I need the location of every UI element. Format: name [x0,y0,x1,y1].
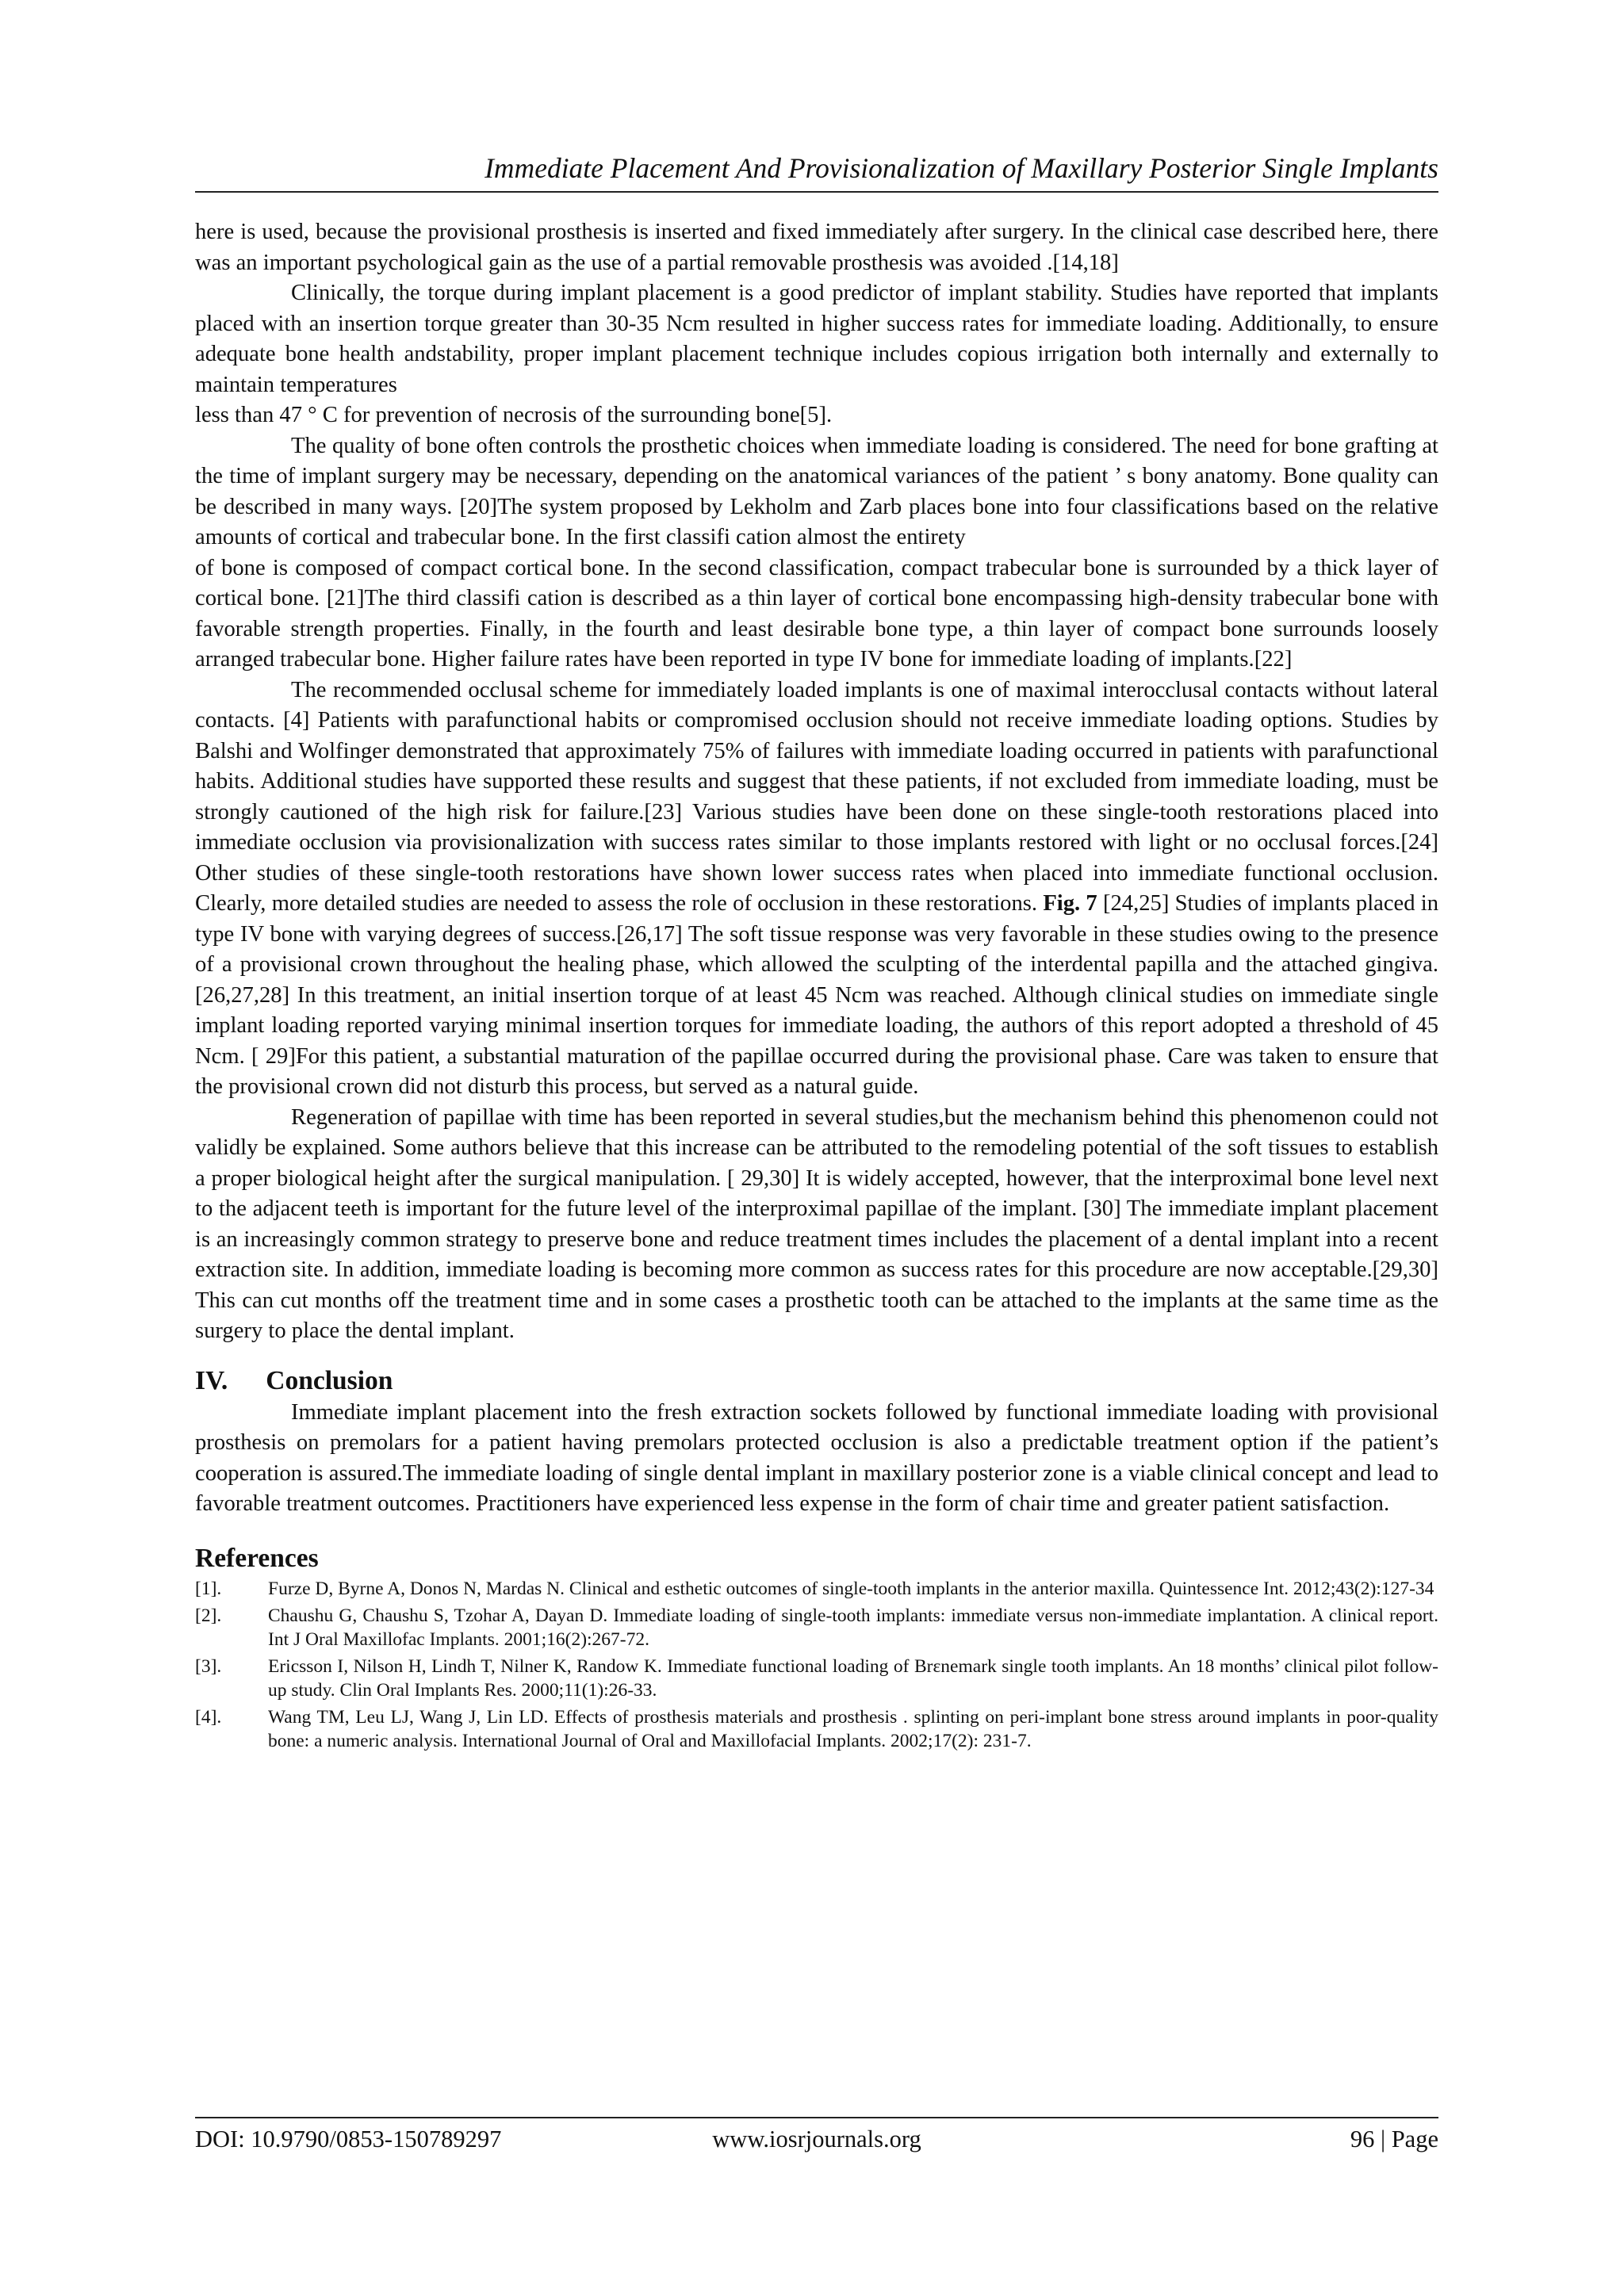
footer-rule [195,2117,1438,2118]
reference-item [195,1655,1438,1702]
paragraph: Clinically, the torque during implant placement is a good predictor of implant stability. Studies have reported that implants placed with an insertion torque greater than 30-35 Ncm resulted in higher success rates for immediate loading. Additionally, to ensure adequate bone health andstability, proper implant placement technique includes copious irrigation both internally and externally to maintain temperatures [195,281,1438,397]
conclusion-paragraph: Immediate implant placement into the fresh extraction sockets followed by functional immediate loading with provisional prosthesis on premolars for a patient having premolars protected occlusion is also a predictable treatment option if the patient’s cooperation is assured.The immediate loading of single dental implant in maxillary posterior zone is a viable clinical concept and lead to favorable treatment outcomes. Practitioners have experienced less expense in the form of chair time and greater patient satisfaction. [195,1399,1438,1516]
paper-page [195,0,1438,2296]
footer-website: www.iosrjournals.org [712,2126,921,2152]
paragraph: less than 47 ° C for prevention of necrosis of the surrounding bone[5]. [195,403,833,427]
reference-item [195,1705,1438,1753]
figure-reference: Fig. 7 [1043,891,1097,916]
reference-text: Ericsson I, Nilson H, Lindh T, Nilner K, Randow K. Immediate functional loading of Brεnemark single tooth implants. An 18 months’ clinical pilot follow-up study. Clin Oral Implants Res. 2000;11(1):26-33. [268,1655,1438,1701]
reference-number: [2]. [195,1605,222,1626]
paragraph: Regeneration of papillae with time has been reported in several studies,but the mechanism behind this phenomenon could not validly be explained. Some authors believe that this increase can be attributed to the remodeling potential of the soft tissues to establish a proper biological height after the surgical manipulation. [ 29,30] It is widely accepted, however, that the interproximal bone level next to the adjacent teeth is important for the future level of the interproximal papillae of the implant. [30] The immediate implant placement is an increasingly common strategy to preserve bone and reduce treatment times includes the placement of a dental implant into a recent extraction site. In addition, immediate loading is becoming more common as success rates for this procedure are now acceptable.[29,30] This can cut months off the treatment time and in some cases a prosthetic tooth can be attached to the implants at the same time as the surgery to place the dental implant. [195,1104,1438,1343]
reference-number: [1]. [195,1578,222,1599]
paragraph: The quality of bone often controls the prosthetic choices when immediate loading is considered. The need for bone grafting at the time of implant surgery may be necessary, depending on the anatomical variances of the patient ’ s bony anatomy. Bone quality can be described in many ways. [20]The system proposed by Lekholm and Zarb places bone into four classifications based on the relative amounts of cortical and trabecular bone. In the first classifi cation almost the entirety [195,433,1438,549]
paragraph-text: The recommended occlusal scheme for immediately loaded implants is one of maximal interocclusal contacts without lateral contacts. [4] Patients with parafunctional habits or compromised occlusion should not receive immediate loading options. Studies by Balshi and Wolfinger demonstrated that approximately 75% of failures with immediate loading occurred in patients with parafunctional habits. Additional studies have supported these results and suggest that these patients, if not excluded from immediate loading, must be strongly cautioned of the high risk for failure.[23] Various studies have been done on these single-tooth restorations placed into immediate occlusion via provisionalization with success rates similar to those implants restored with light or no occlusal forces.[24] Other studies of these single-tooth restorations have shown lower success rates when placed into immediate functional occlusion. Clearly, more detailed studies are needed to assess the role of occlusion in these restorations. [195,677,1438,916]
references-heading: References [195,1543,319,1573]
paragraph-text: [24,25] Studies of implants placed in type IV bone with varying degrees of success.[26,17] The soft tissue response was very favorable in these studies owing to the presence of a provisional crown throughout the healing phase, which allowed the sculpting of the interdental papilla and the attached gingiva.[26,27,28] In this treatment, an initial insertion torque of at least 45 Ncm was reached. Although clinical studies on immediate single implant loading reported varying minimal insertion torques for immediate loading, the authors of this report adopted a threshold of 45 Ncm. [ 29]For this patient, a substantial maturation of the papillae occurred during the provisional phase. Care was taken to ensure that the provisional crown did not disturb this process, but served as a natural guide. [195,891,1439,1099]
reference-item [195,1604,1438,1651]
running-title: Immediate Placement And Provisionalization of Maxillary Posterior Single Implants [485,152,1438,184]
section-heading-conclusion [195,1364,1438,1398]
reference-number: [3]. [195,1655,222,1677]
header-rule [195,191,1438,193]
article-body [195,217,1438,1756]
reference-text: Chaushu G, Chaushu S, Tzohar A, Dayan D. Immediate loading of single-tooth implants: immediate versus non-immediate implantation. A clinical report. Int J Oral Maxillofac Implants. 2001;16(2):267-72. [268,1605,1438,1650]
reference-number: [4]. [195,1706,222,1728]
reference-list [195,1577,1438,1753]
footer-doi: DOI: 10.9790/0853-150789297 [195,2126,502,2152]
section-title: Conclusion [266,1365,393,1395]
paragraph: of bone is composed of compact cortical bone. In the second classification, compact trabecular bone is surrounded by a thick layer of cortical bone. [21]The third classifi cation is described as a thin layer of cortical bone encompassing high-density trabecular bone with favorable strength properties. Finally, in the fourth and least desirable bone type, a thin layer of compact bone surrounds loosely arranged trabecular bone. Higher failure rates have been reported in type IV bone for immediate loading of implants.[22] [195,555,1438,672]
page-footer [195,2122,1438,2156]
paragraph [195,675,1438,1103]
section-number: IV. [195,1365,228,1395]
footer-page-number: 96 | Page [1350,2126,1438,2152]
paragraph: here is used, because the provisional prosthesis is inserted and fixed immediately after surgery. In the clinical case described here, there was an important psychological gain as the use of a partial removable prosthesis was avoided .[14,18] [195,220,1438,275]
reference-text: Wang TM, Leu LJ, Wang J, Lin LD. Effects of prosthesis materials and prosthesis . splinting on peri-implant bone stress around implants in poor-quality bone: a numeric analysis. International Journal of Oral and Maxillofacial Implants. 2002;17(2): 231-7. [268,1706,1438,1751]
reference-text: Furze D, Byrne A, Donos N, Mardas N. Clinical and esthetic outcomes of single-tooth implants in the anterior maxilla. Quintessence Int. 2012;43(2):127-34 [268,1578,1434,1599]
reference-item [195,1577,1438,1601]
